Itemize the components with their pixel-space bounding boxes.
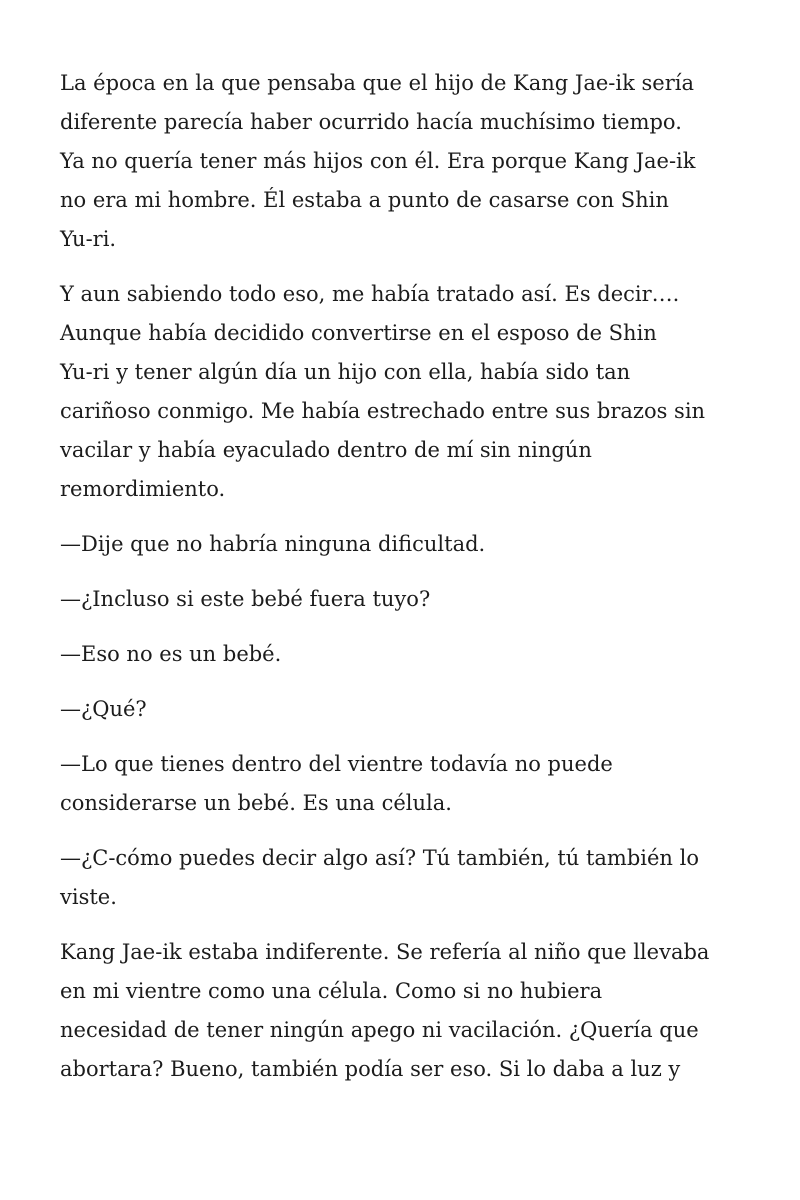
reading-page [60, 64, 750, 1105]
paragraph: La época en la que pensaba que el hijo de Kang Jae-ik sería diferente parecía haber ocurrido hacía muchísimo tiempo. Ya no quería tener más hijos con él. Era porque Kang Jae-ik no era mi hombre. Él estaba a punto de casarse con Shin Yu-ri. [60, 71, 696, 251]
paragraph: Y aun sabiendo todo eso, me había tratado así. Es decir…. Aunque había decidido convertirse en el esposo de Shin Yu-ri y tener algún día un hijo con ella, había sido tan cariñoso conmigo. Me había estrechado entre sus brazos sin vacilar y había eyaculado dentro de mí sin ningún remordimiento. [60, 282, 706, 501]
paragraph: Kang Jae-ik estaba indiferente. Se refería al niño que llevaba en mi vientre como una célula. Como si no hubiera necesidad de tener ningún apego ni vacilación. ¿Quería que abortara? Bueno, también podía ser eso. Si lo daba a luz y [60, 940, 710, 1081]
dialogue-line: —Lo que tienes dentro del vientre todavía no puede considerarse un bebé. Es una célula. [60, 752, 613, 815]
dialogue-line: —Eso no es un bebé. [60, 642, 282, 666]
dialogue-line: —¿Qué? [60, 697, 147, 721]
dialogue-line: —¿Incluso si este bebé fuera tuyo? [60, 587, 431, 611]
dialogue-line: —Dije que no habría ninguna dificultad. [60, 532, 486, 556]
dialogue-line: —¿C-cómo puedes decir algo así? Tú también, tú también lo viste. [60, 846, 699, 909]
